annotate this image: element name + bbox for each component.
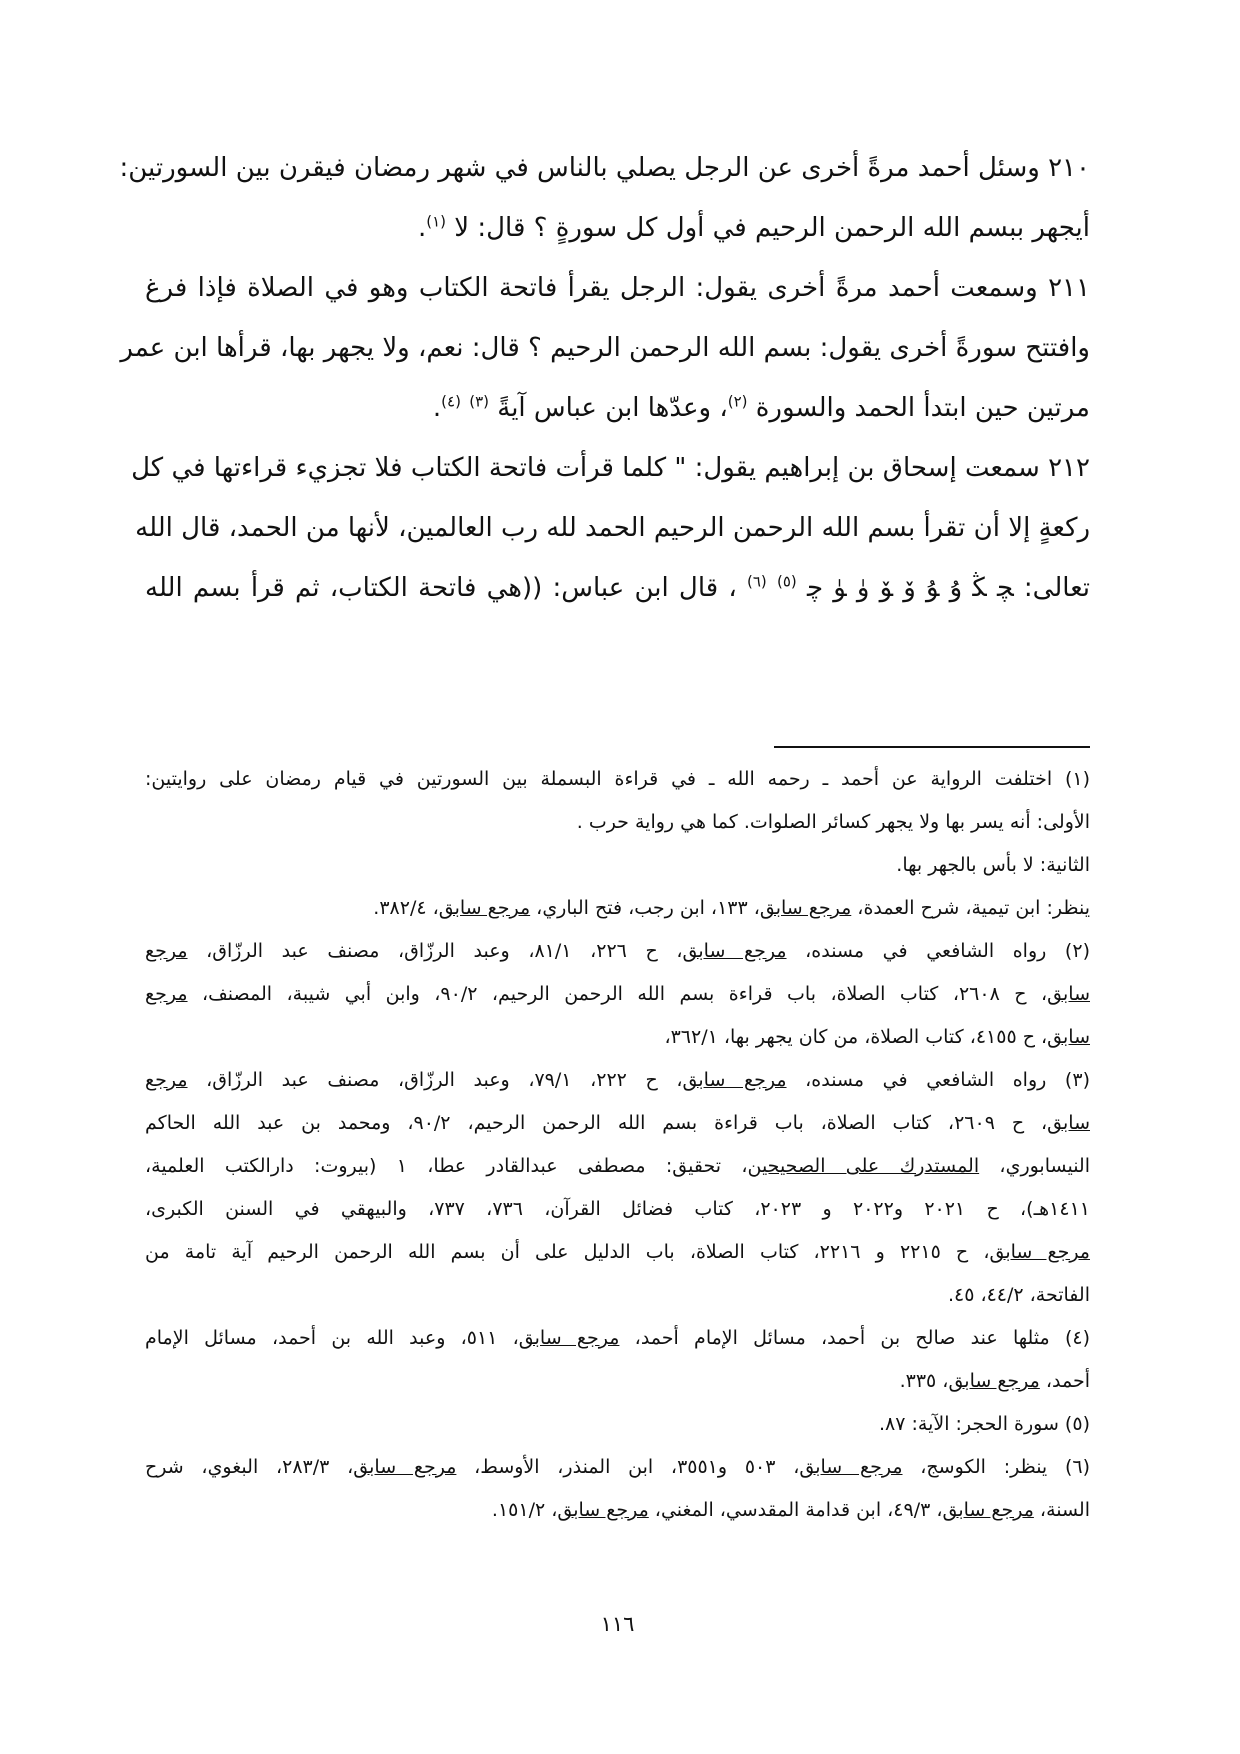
reference-link: مرجع سابق (799, 1456, 903, 1478)
footnote-line: (١) اختلفت الرواية عن أحمد ـ رحمه الله ـ في قراءة البسملة بين السورتين في قيام رمضان على روايتين: (145, 768, 1090, 790)
document-page (119, 0, 1091, 1754)
footnote-separator (774, 746, 1090, 748)
main-line-3: ٢١١ وسمعت أحمد مرةً أخرى يقول: الرجل يقرأ فاتحة الكتاب وهو في الصلاة فإذا فرغ (145, 273, 1090, 303)
footnotes (145, 758, 1090, 1532)
reference-link: سابق (1047, 1026, 1090, 1048)
footnote-ref-1[interactable]: (١) (426, 212, 447, 231)
reference-link: مرجع (145, 1069, 188, 1091)
footnote-line: سابق، ح ٢٦٠٩، كتاب الصلاة، باب قراءة بسم الله الرحمن الرحيم، ٩٠/٢، ومحمد بن عبد الله الحاكم (145, 1112, 1090, 1134)
main-line-1: ٢١٠ وسئل أحمد مرةً أخرى عن الرجل يصلي بالناس في شهر رمضان فيقرن بين السورتين: (119, 153, 1090, 183)
footnote-line: الثانية: لا بأس بالجهر بها. (896, 854, 1090, 876)
reference-link: مرجع سابق (948, 1370, 1040, 1392)
reference-link: مرجع سابق (759, 897, 852, 919)
footnote-line: (٤) مثلها عند صالح بن أحمد، مسائل الإمام أحمد، مرجع سابق، ٥١١، وعبد الله بن أحمد، مسائل الإمام (145, 1327, 1091, 1349)
main-line-6: ٢١٢ سمعت إسحاق بن إبراهيم يقول: " كلما قرأت فاتحة الكتاب فلا تجزيء قراءتها في كل (131, 453, 1090, 483)
reference-link: سابق (1047, 1112, 1090, 1134)
footnote-ref-3[interactable]: (٣) (469, 392, 489, 411)
quran-verse: تعالى: ﭽ ﯖ ﯗ ﯘ ﯙ ﯚ ﯛ ﯜ ﭼ (806, 573, 1090, 603)
reference-link: مرجع (145, 983, 188, 1005)
footnote-ref-4[interactable]: (٤) (441, 392, 461, 411)
main-line-8: تعالى: ﭽ ﯖ ﯗ ﯘ ﯙ ﯚ ﯛ ﯜ ﭼ $^{(٥)}$ $^{(٦)}$ ، قال ابن عباس: ((هي فاتحة الكتاب، ثم قرأ بسم الله (145, 572, 1090, 603)
footnote-line: سابق، ح ٤١٥٥، كتاب الصلاة، من كان يجهر بها، ٣٦٢/١، (664, 1026, 1090, 1048)
reference-link: مرجع (145, 940, 188, 962)
reference-link: مرجع سابق (557, 1499, 649, 1521)
reference-link: مرجع سابق (682, 1069, 787, 1091)
main-line-5: مرتين حين ابتدأ الحمد والسورة $^{(٢)}$، وعدّها ابن عباس آيةً $^{(٣)}$ $^{(٤)}$. (432, 392, 1090, 423)
footnote-line: السنة، مرجع سابق، ٤٩/٣، ابن قدامة المقدسي، المغني، مرجع سابق، ١٥١/٢. (491, 1499, 1090, 1521)
footnote-line: الأولى: أنه يسر بها ولا يجهر كسائر الصلوات. كما هي رواية حرب . (576, 811, 1090, 833)
footnote-ref-5[interactable]: (٥) (776, 572, 797, 591)
footnote-line: (٢) رواه الشافعي في مسنده، مرجع سابق، ح ٢٢٦، ٨١/١، وعبد الرزّاق، مصنف عبد الرزّاق، مرجع (145, 940, 1090, 962)
main-line-4: وافتتح سورةً أخرى يقول: بسم الله الرحمن الرحيم ؟ قال: نعم، ولا يجهر بها، قرأها ابن عمر (120, 333, 1090, 363)
reference-link: سابق (1047, 983, 1090, 1005)
main-line-2: أيجهر ببسم الله الرحمن الرحيم في أول كل سورةٍ ؟ قال: لا $^{(١)}$. (417, 212, 1090, 243)
footnote-line: (٥) سورة الحجر: الآية: ٨٧. (878, 1413, 1090, 1435)
footnote-line: النيسابوري، المستدرك على الصحيحين، تحقيق: مصطفى عبدالقادر عطا، ١ (بيروت: دارالكتب العلمية، (145, 1155, 1090, 1177)
book-title: المستدرك على الصحيحين (747, 1155, 980, 1177)
footnote-line: أحمد، مرجع سابق، ٣٣٥. (899, 1370, 1090, 1392)
reference-link: مرجع سابق (989, 1241, 1090, 1263)
footnote-line: مرجع سابق، ح ٢٢١٥ و ٢٢١٦، كتاب الصلاة، باب الدليل على أن بسم الله الرحمن الرحيم آية تامة من (145, 1241, 1090, 1263)
reference-link: مرجع سابق (682, 940, 787, 962)
main-text (119, 138, 1090, 618)
footnote-line: ١٤١١هـ)، ح ٢٠٢١ و٢٠٢٢ و ٢٠٢٣، كتاب فضائل القرآن، ٧٣٦، ٧٣٧، والبيهقي في السنن الكبرى، (145, 1198, 1090, 1220)
main-line-7: ركعةٍ إلا أن تقرأ بسم الله الرحمن الرحيم الحمد لله رب العالمين، لأنها من الحمد، قال الله (135, 513, 1090, 543)
reference-link: مرجع سابق (438, 897, 531, 919)
footnote-line: سابق، ح ٢٦٠٨، كتاب الصلاة، باب قراءة بسم الله الرحمن الرحيم، ٩٠/٢، وابن أبي شيبة، المصنف، مرجع (145, 983, 1090, 1005)
footnote-line: (٣) رواه الشافعي في مسنده، مرجع سابق، ح ٢٢٢، ٧٩/١، وعبد الرزّاق، مصنف عبد الرزّاق، مرجع (145, 1069, 1090, 1091)
reference-link: مرجع سابق (353, 1456, 457, 1478)
footnote-ref-6[interactable]: (٦) (746, 572, 767, 591)
footnote-line: الفاتحة، ٤٤/٢، ٤٥. (947, 1284, 1090, 1306)
footnote-line: ينظر: ابن تيمية، شرح العمدة، مرجع سابق، ١٣٣، ابن رجب، فتح الباري، مرجع سابق، ٣٨٢/٤. (373, 897, 1090, 919)
footnote-line: (٦) ينظر: الكوسج، مرجع سابق، ٥٠٣ و٣٥٥١، ابن المنذر، الأوسط، مرجع سابق، ٢٨٣/٣، البغوي، شرح (145, 1456, 1091, 1478)
footnote-ref-2[interactable]: (٢) (727, 392, 748, 411)
reference-link: مرجع سابق (518, 1327, 620, 1349)
page-number: ١١٦ (600, 1612, 635, 1636)
reference-link: مرجع سابق (942, 1499, 1034, 1521)
